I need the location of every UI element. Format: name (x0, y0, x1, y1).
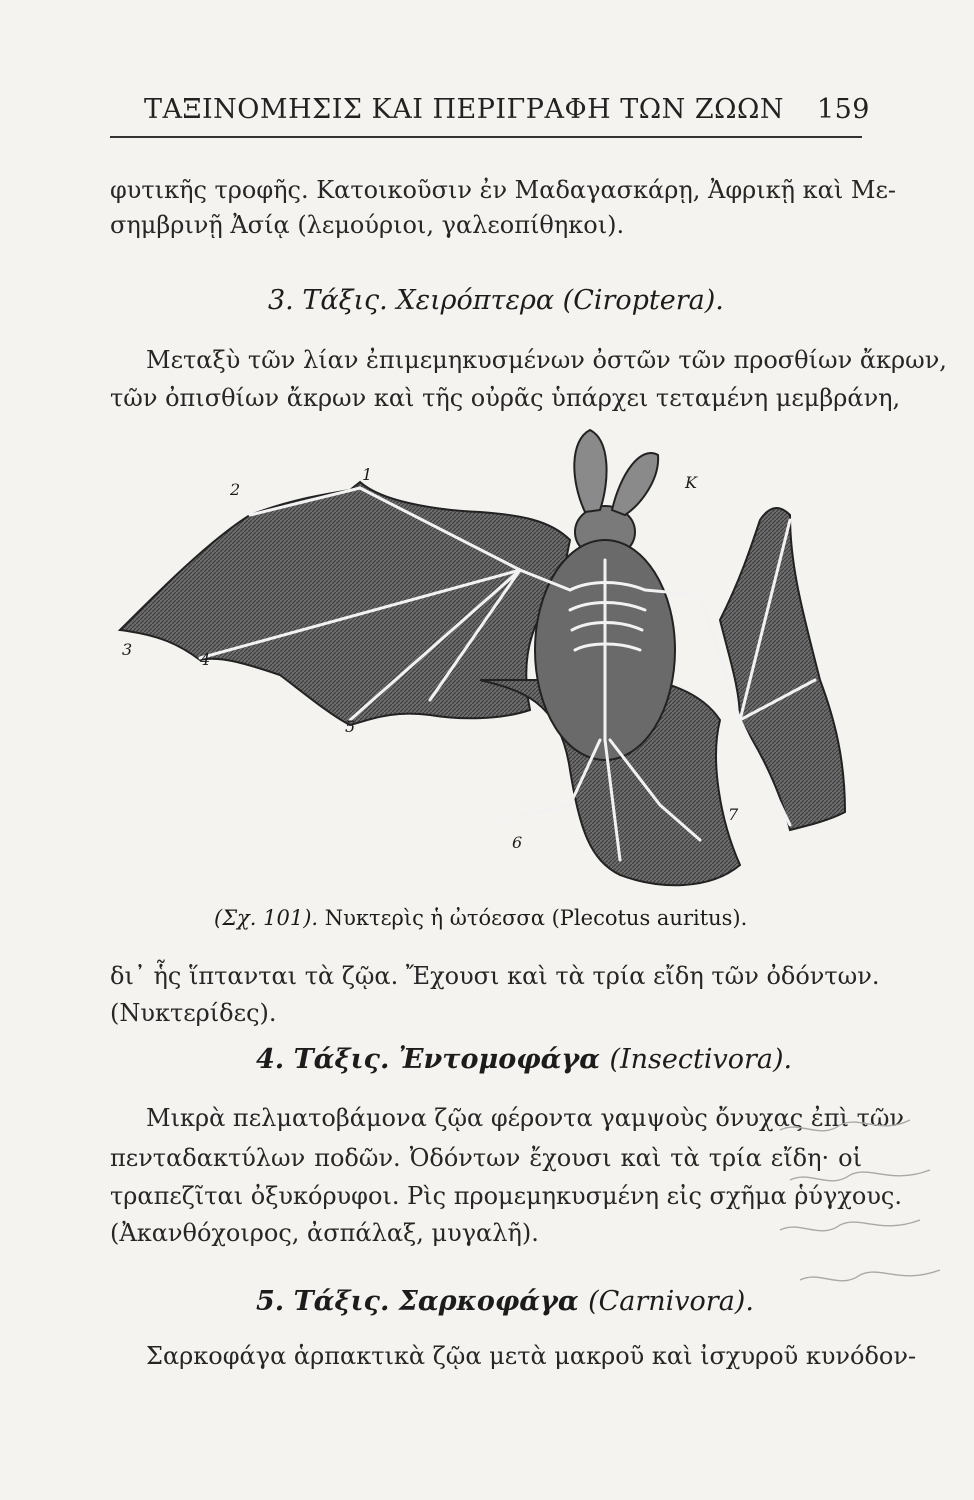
intro-line-2: σημβρινῇ Ἀσίᾳ (λεμούριοι, γαλεοπίθηκοι). (110, 211, 625, 239)
section-5-name: Σαρκοφάγα (398, 1286, 579, 1317)
section-4-line-4: (Ἀκανθόχοιρος, ἀσπάλαξ, μυγαλῆ). (110, 1219, 539, 1247)
section-4-line-3: τραπεζῖται ὀξυκόρυφοι. Ρὶς προμεμηκυσμένη εἰς σχῆμα ῥύγχους. (110, 1182, 902, 1210)
label-5: 5 (345, 717, 356, 736)
section-3-line-1: Μεταξὺ τῶν λίαν ἐπιμεμηκυσμένων ὀστῶν τῶν προσθίων ἄκρων, (146, 346, 947, 374)
header-rule (110, 136, 862, 138)
section-4-label: Τάξις. (293, 1044, 390, 1075)
after-figure-line-1: δι᾽ ἧς ἵπτανται τὰ ζῷα. Ἔχουσι καὶ τὰ τρία εἴδη τῶν ὀδόντων. (110, 962, 880, 990)
section-5-line-1: Σαρκοφάγα ἁρπακτικὰ ζῷα μετὰ μακροῦ καὶ ἰσχυροῦ κυνόδον- (146, 1342, 917, 1370)
running-header (110, 92, 870, 132)
caption-latin: (Plecotus auritus). (551, 906, 748, 930)
caption-number: (Σχ. 101). (214, 906, 319, 930)
right-wing-membrane (720, 508, 845, 830)
margin-pencil-notes (760, 1110, 960, 1300)
section-3-label: Τάξις. (302, 285, 388, 316)
left-wing-membrane (120, 482, 570, 725)
section-3-latin: (Ciroptera). (562, 285, 724, 316)
label-4: 4 (200, 650, 211, 669)
section-5-label: Τάξις. (293, 1286, 390, 1317)
section-3-number: 3. (268, 285, 294, 316)
after-figure-line-2: (Νυκτερίδες). (110, 999, 277, 1027)
section-5-latin: (Carnivora). (588, 1286, 754, 1317)
caption-text: Νυκτερὶς ἡ ὠτόεσσα (324, 906, 545, 930)
section-3-name: Χειρόπτερα (396, 285, 555, 316)
label-6: 6 (512, 833, 523, 852)
label-7: 7 (728, 805, 739, 824)
label-2: 2 (230, 480, 241, 499)
section-5-heading (256, 1286, 754, 1317)
bat-illustration (100, 420, 870, 900)
right-ear (612, 453, 658, 515)
section-4-line-2: πενταδακτύλων ποδῶν. Ὀδόντων ἔχουσι καὶ τὰ τρία εἴδη· οἱ (110, 1144, 862, 1172)
section-4-name: Ἐντομοφάγα (398, 1044, 601, 1075)
section-4-heading (256, 1044, 792, 1075)
section-3-heading (268, 285, 724, 316)
section-4-line-1: Μικρὰ πελματοβάμονα ζῷα φέροντα γαμψοὺς ὄνυχας ἐπὶ τῶν (146, 1104, 905, 1132)
figure-caption (214, 906, 747, 930)
section-5-number: 5. (256, 1286, 285, 1317)
header-title: ΤΑΞΙΝΟΜΗΣΙΣ ΚΑΙ ΠΕΡΙΓΡΑΦΗ ΤΩΝ ΖΩΩΝ (144, 94, 784, 125)
section-4-number: 4. (256, 1044, 285, 1075)
left-ear (574, 430, 606, 512)
intro-line-1: φυτικῆς τροφῆς. Κατοικοῦσιν ἐν Μαδαγασκάρῃ, Ἀφρικῇ καὶ Με- (110, 176, 897, 204)
label-1: 1 (362, 465, 373, 484)
label-3: 3 (122, 640, 133, 659)
section-4-latin: (Insectivora). (609, 1044, 793, 1075)
label-k: K (685, 473, 697, 492)
section-3-line-2: τῶν ὀπισθίων ἄκρων καὶ τῆς οὐρᾶς ὑπάρχει τεταμένη μεμβράνη, (110, 384, 901, 412)
page-number: 159 (816, 94, 870, 125)
